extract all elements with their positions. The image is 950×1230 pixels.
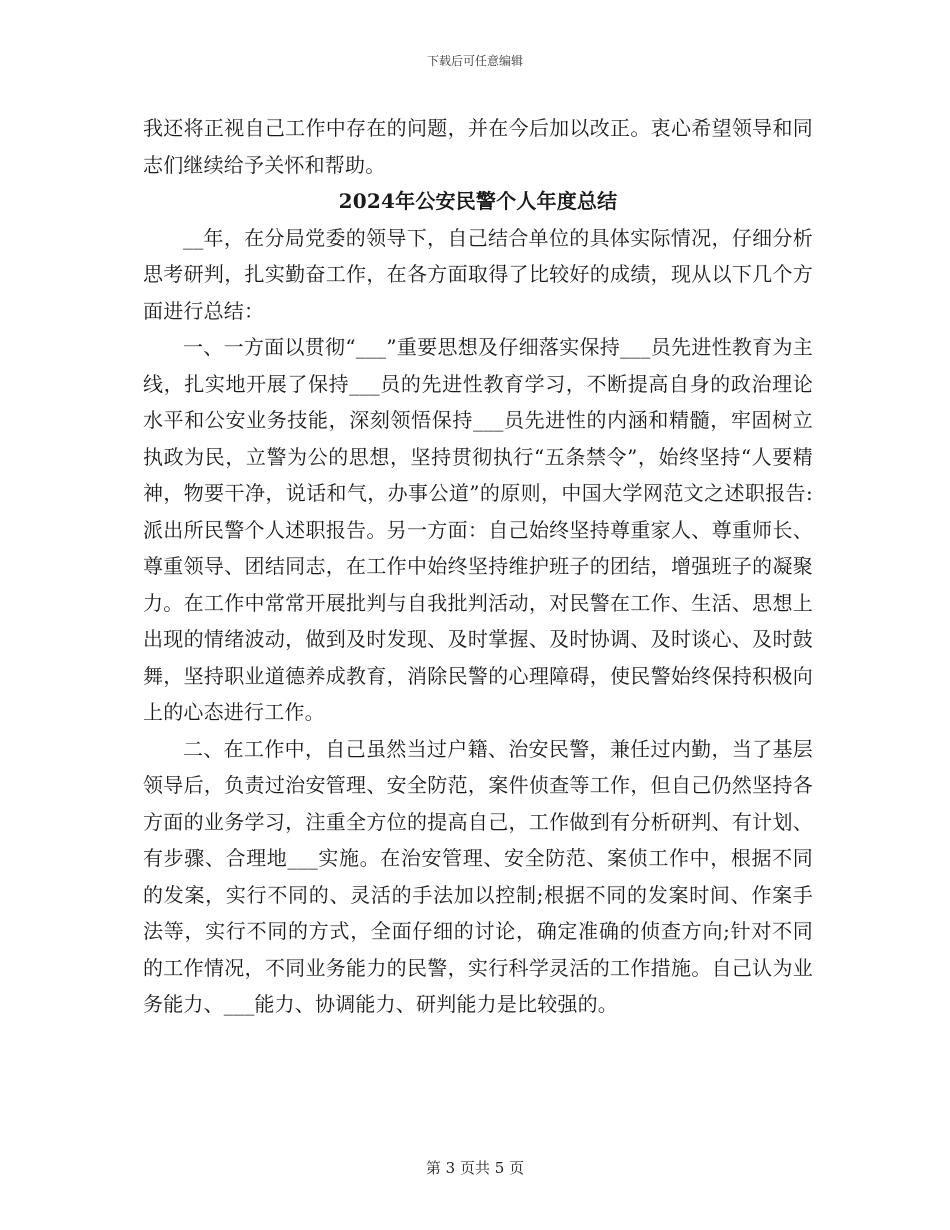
paragraph-continued: 我还将正视自己工作中存在的问题，并在今后加以改正。衷心希望领导和同志们继续给予关怀和帮助。	[143, 116, 813, 177]
paragraph-intro: __年，在分局党委的领导下，自己结合单位的具体实际情况，仔细分析思考研判，扎实勤奋工作，在各方面取得了比较好的成绩，现从以下几个方面进行总结：	[143, 225, 813, 323]
paragraph-section-two: 二、在工作中，自己虽然当过户籍、治安民警，兼任过内勤，当了基层领导后，负责过治安管理、安全防范，案件侦查等工作，但自己仍然坚持各方面的业务学习，注重全方位的提高自己，工作做到有分析研判、有计划、有步骤、合理地___实施。在治安管理、安全防范、案侦工作中，根据不同的发案，实行不同的、灵活的手法加以控制;根据不同的发案时间、作案手法等，实行不同的方式，全面仔细的讨论，确定准确的侦查方向;针对不同的工作情况，不同业务能力的民警，实行科学灵活的工作措施。自己认为业务能力、___能力、协调能力、研判能力是比较强的。	[143, 736, 813, 1016]
document-body	[143, 110, 813, 1023]
document-title: 2024年公安民警个人年度总结	[338, 189, 618, 213]
page-footer: 第 3 页共 5 页	[425, 1159, 525, 1177]
paragraph-section-one: 一、一方面以贯彻“___”重要思想及仔细落实保持___员先进性教育为主线，扎实地开展了保持___员的先进性教育学习，不断提高自身的政治理论水平和公安业务技能，深刻领悟保持___员先进性的内涵和精髓，牢固树立执政为民，立警为公的思想，坚持贯彻执行“五条禁令”，始终坚持“人要精神，物要干净，说话和气，办事公道”的原则，中国大学网范文之述职报告:派出所民警个人述职报告。另一方面：自己始终坚持尊重家人、尊重师长、尊重领导、团结同志，在工作中始终坚持维护班子的团结，增强班子的凝聚力。在工作中常常开展批判与自我批判活动，对民警在工作、生活、思想上出现的情绪波动，做到及时发现、及时掌握、及时协调、及时谈心、及时鼓舞，坚持职业道德养成教育，消除民警的心理障碍，使民警始终保持积极向上的心态进行工作。	[143, 335, 813, 724]
page-header: 下载后可任意编辑	[426, 54, 523, 68]
